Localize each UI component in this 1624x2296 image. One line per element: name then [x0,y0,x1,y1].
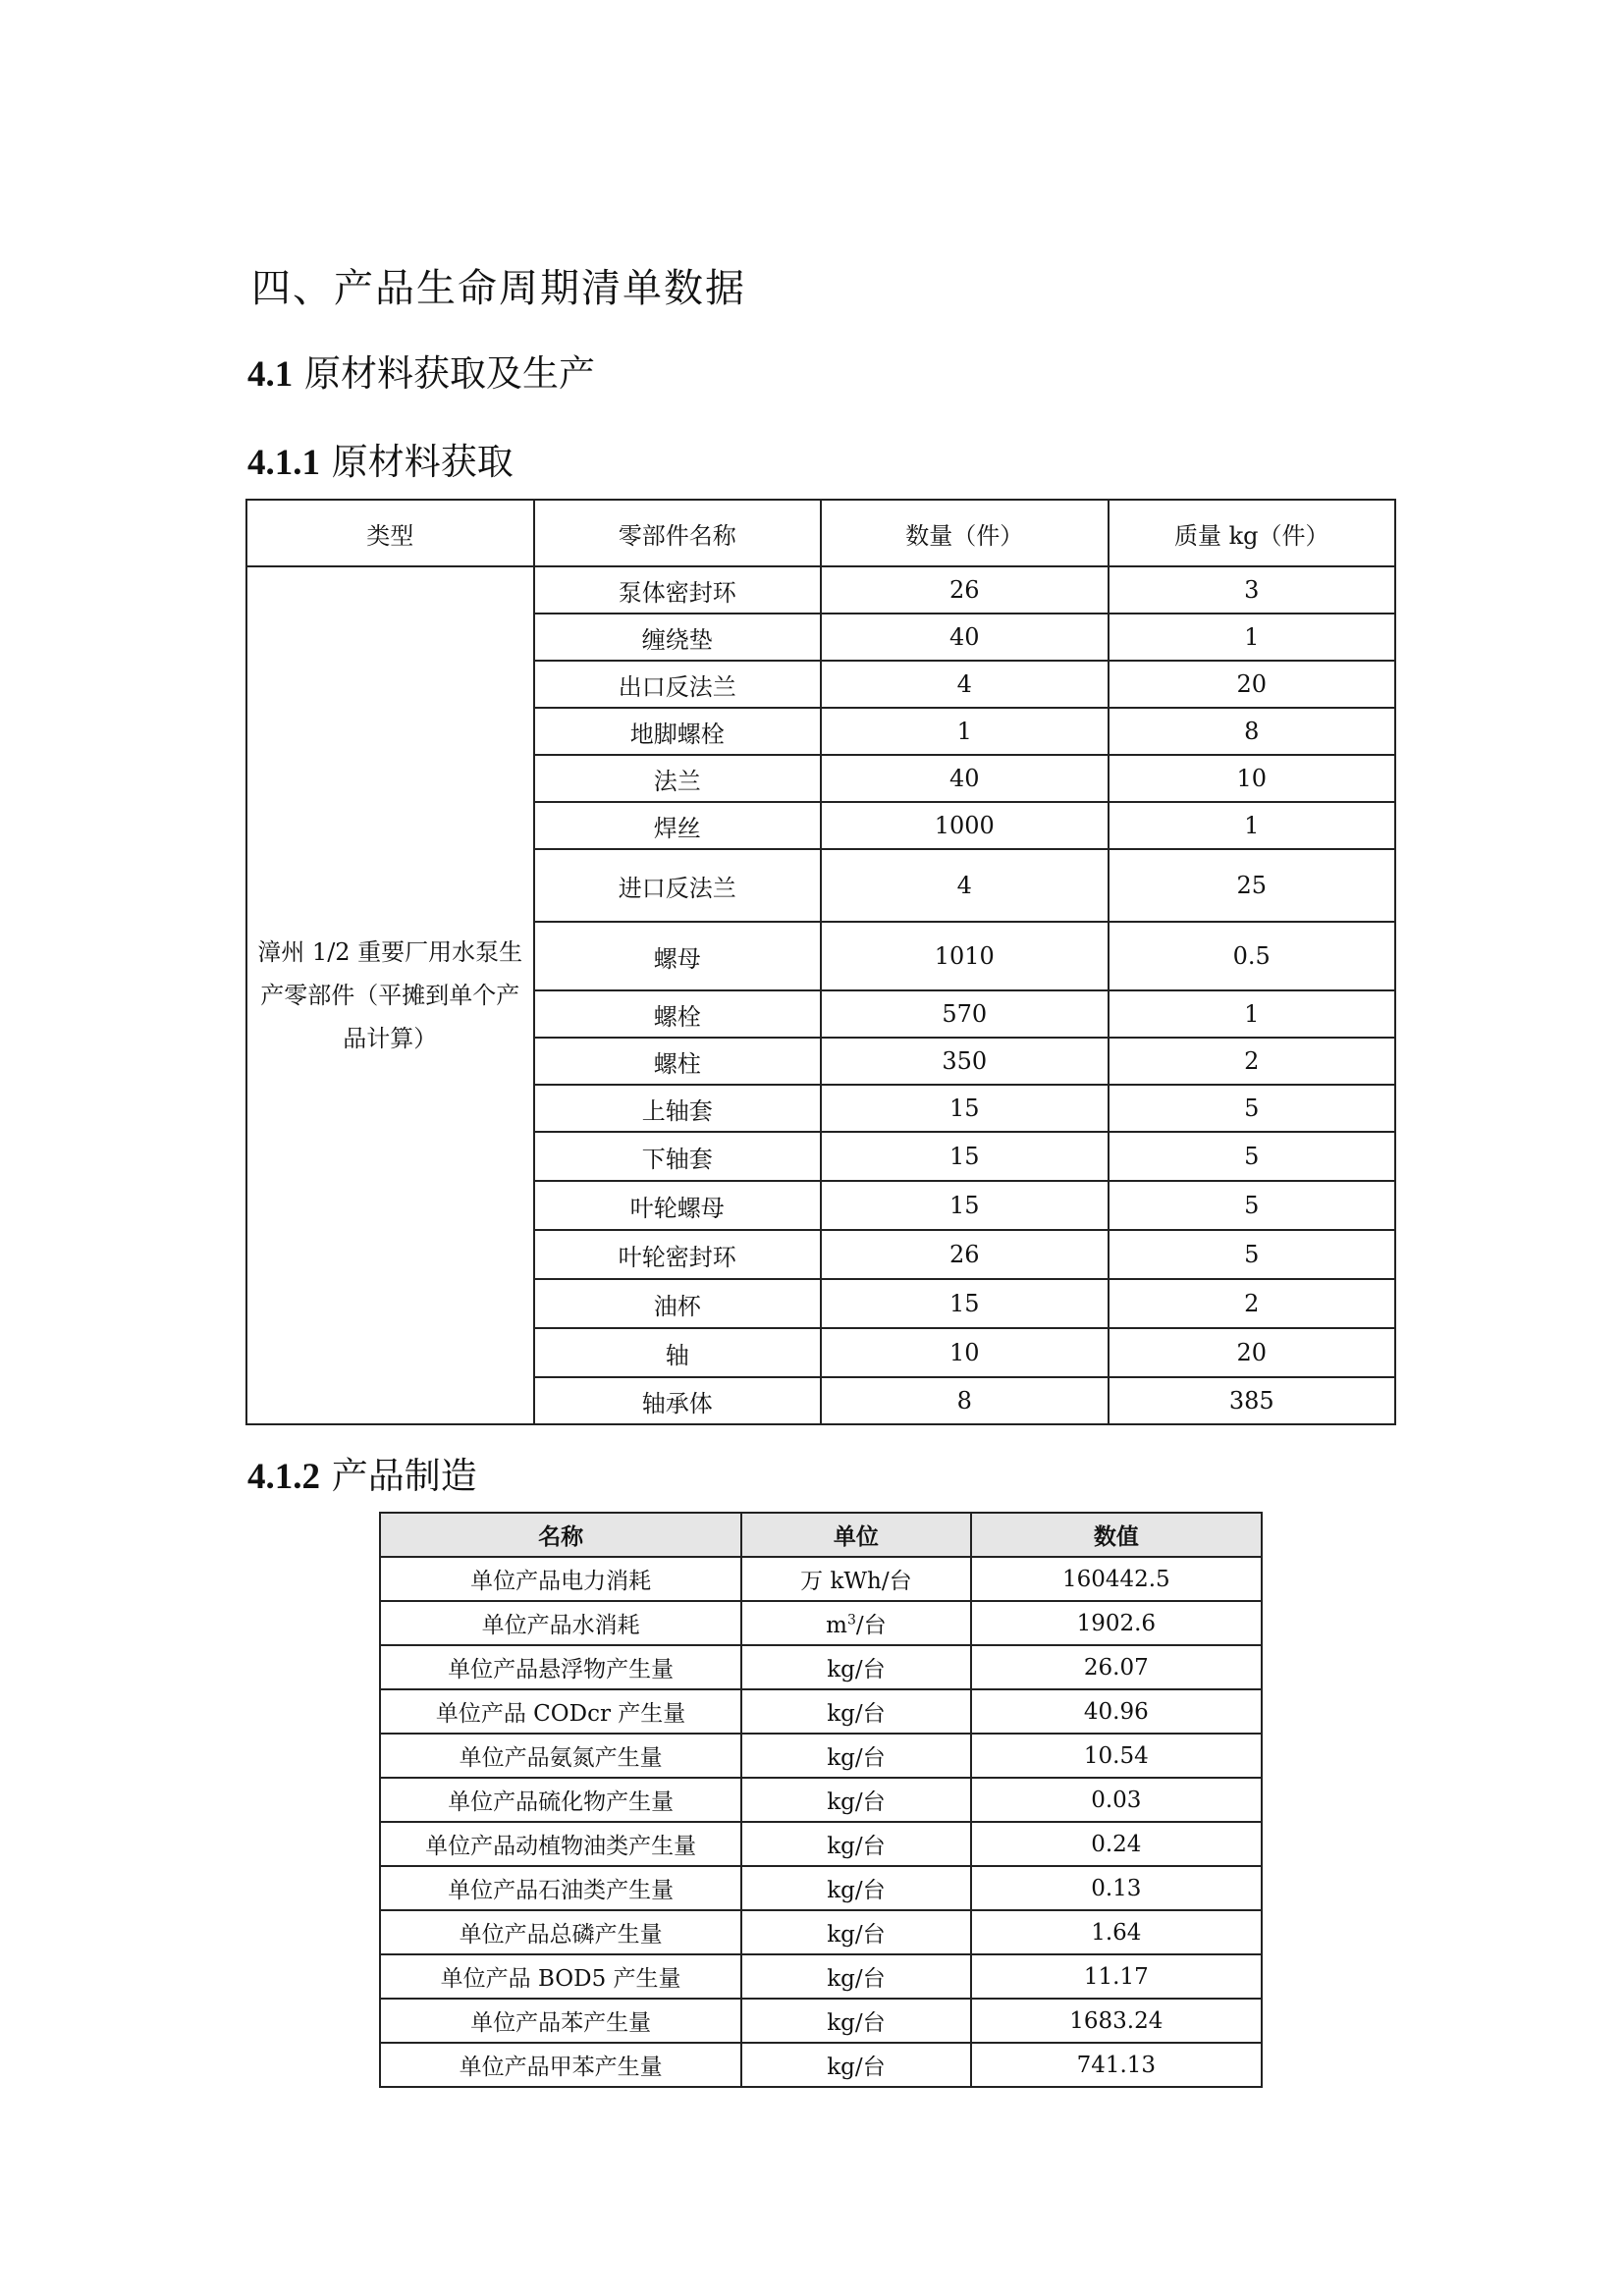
quantity-cell: 10 [821,1328,1109,1377]
item-name-cell: 单位产品总磷产生量 [380,1910,741,1954]
mass-cell: 5 [1109,1085,1396,1132]
section-title: 四、产品生命周期清单数据 [251,266,746,311]
item-name-cell: 单位产品苯产生量 [380,1999,741,2043]
table-row [380,1910,1262,1954]
unit-cell: kg/台 [741,2043,970,2087]
part-name-cell: 叶轮螺母 [534,1181,822,1230]
item-name-cell: 单位产品 CODcr 产生量 [380,1689,741,1734]
header-quantity: 数量（件） [821,500,1109,566]
table-header-row [380,1513,1262,1557]
mass-cell: 20 [1109,661,1396,708]
unit-cell: kg/台 [741,1778,970,1822]
quantity-cell: 40 [821,755,1109,802]
item-name-cell: 单位产品悬浮物产生量 [380,1645,741,1689]
item-name-cell: 单位产品 BOD5 产生量 [380,1954,741,1999]
part-name-cell: 上轴套 [534,1085,822,1132]
part-name-cell: 轴 [534,1328,822,1377]
item-name-cell: 单位产品甲苯产生量 [380,2043,741,2087]
value-cell: 1.64 [971,1910,1262,1954]
quantity-cell: 8 [821,1377,1109,1424]
table-header-row [246,500,1395,566]
mass-cell: 385 [1109,1377,1396,1424]
subsection-number: 4.1.2 [247,1457,320,1497]
quantity-cell: 15 [821,1085,1109,1132]
table-row [380,1645,1262,1689]
raw-material-table-body [246,566,1395,1424]
quantity-cell: 15 [821,1181,1109,1230]
part-name-cell: 螺栓 [534,990,822,1038]
subsection-text: 原材料获取及生产 [293,352,596,395]
manufacturing-table [379,1512,1263,2088]
header-type: 类型 [246,500,534,566]
item-name-cell: 单位产品水消耗 [380,1601,741,1645]
value-cell: 160442.5 [971,1557,1262,1601]
mass-cell: 1 [1109,802,1396,849]
table-row [380,2043,1262,2087]
subsection-title-4-1 [247,344,595,397]
subsection-title-4-1-2 [247,1446,477,1499]
value-cell: 741.13 [971,2043,1262,2087]
mass-cell: 5 [1109,1230,1396,1279]
header-part-name: 零部件名称 [534,500,822,566]
subsection-text: 原材料获取 [320,441,514,483]
value-cell: 1683.24 [971,1999,1262,2043]
unit-cell: kg/台 [741,1954,970,1999]
part-name-cell: 油杯 [534,1279,822,1328]
unit-base: m [826,1613,847,1638]
unit-cell [741,1601,970,1645]
unit-cell: kg/台 [741,1689,970,1734]
mass-cell: 2 [1109,1279,1396,1328]
quantity-cell: 26 [821,566,1109,614]
subsection-number: 4.1 [247,354,294,395]
unit-cell: 万 kWh/台 [741,1557,970,1601]
quantity-cell: 15 [821,1132,1109,1181]
mass-cell: 2 [1109,1038,1396,1085]
part-name-cell: 地脚螺栓 [534,708,822,755]
mass-cell: 1 [1109,614,1396,661]
value-cell: 0.24 [971,1822,1262,1866]
mass-cell: 25 [1109,849,1396,922]
unit-superscript: 3 [846,1612,856,1629]
quantity-cell: 1 [821,708,1109,755]
part-name-cell: 法兰 [534,755,822,802]
mass-cell: 5 [1109,1181,1396,1230]
unit-cell: kg/台 [741,1645,970,1689]
part-name-cell: 焊丝 [534,802,822,849]
mass-cell: 5 [1109,1132,1396,1181]
quantity-cell: 1010 [821,922,1109,990]
part-name-cell: 泵体密封环 [534,566,822,614]
value-cell: 40.96 [971,1689,1262,1734]
table-row [380,1734,1262,1778]
header-unit: 单位 [741,1513,970,1557]
unit-cell: kg/台 [741,1910,970,1954]
table-row [246,566,1395,614]
type-cell: 漳州 1/2 重要厂用水泵生产零部件（平摊到单个产品计算） [246,566,534,1424]
unit-suffix: /台 [855,1613,887,1638]
subsection-number: 4.1.1 [247,443,320,483]
unit-cell: kg/台 [741,1734,970,1778]
mass-cell: 10 [1109,755,1396,802]
quantity-cell: 4 [821,849,1109,922]
header-name: 名称 [380,1513,741,1557]
item-name-cell: 单位产品动植物油类产生量 [380,1822,741,1866]
subsection-title-4-1-1 [247,432,514,485]
part-name-cell: 出口反法兰 [534,661,822,708]
quantity-cell: 570 [821,990,1109,1038]
subsection-text: 产品制造 [320,1455,477,1497]
part-name-cell: 下轴套 [534,1132,822,1181]
part-name-cell: 螺母 [534,922,822,990]
mass-cell: 20 [1109,1328,1396,1377]
value-cell: 10.54 [971,1734,1262,1778]
unit-cell: kg/台 [741,1866,970,1910]
quantity-cell: 1000 [821,802,1109,849]
table-row [380,1822,1262,1866]
table-row [380,1601,1262,1645]
part-name-cell: 轴承体 [534,1377,822,1424]
table-row [380,1954,1262,1999]
item-name-cell: 单位产品硫化物产生量 [380,1778,741,1822]
quantity-cell: 4 [821,661,1109,708]
part-name-cell: 螺柱 [534,1038,822,1085]
raw-material-table [245,499,1396,1425]
table-row [380,1689,1262,1734]
table-row [380,1866,1262,1910]
part-name-cell: 叶轮密封环 [534,1230,822,1279]
value-cell: 0.03 [971,1778,1262,1822]
quantity-cell: 350 [821,1038,1109,1085]
header-mass: 质量 kg（件） [1109,500,1396,566]
table-row [380,1778,1262,1822]
value-cell: 1902.6 [971,1601,1262,1645]
mass-cell: 8 [1109,708,1396,755]
value-cell: 11.17 [971,1954,1262,1999]
value-cell: 0.13 [971,1866,1262,1910]
quantity-cell: 26 [821,1230,1109,1279]
mass-cell: 3 [1109,566,1396,614]
quantity-cell: 15 [821,1279,1109,1328]
mass-cell: 1 [1109,990,1396,1038]
quantity-cell: 40 [821,614,1109,661]
item-name-cell: 单位产品石油类产生量 [380,1866,741,1910]
manufacturing-table-body [380,1557,1262,2087]
unit-cell: kg/台 [741,1822,970,1866]
header-value: 数值 [971,1513,1262,1557]
item-name-cell: 单位产品氨氮产生量 [380,1734,741,1778]
mass-cell: 0.5 [1109,922,1396,990]
part-name-cell: 缠绕垫 [534,614,822,661]
value-cell: 26.07 [971,1645,1262,1689]
table-row [380,1557,1262,1601]
table-row [380,1999,1262,2043]
part-name-cell: 进口反法兰 [534,849,822,922]
item-name-cell: 单位产品电力消耗 [380,1557,741,1601]
unit-cell: kg/台 [741,1999,970,2043]
